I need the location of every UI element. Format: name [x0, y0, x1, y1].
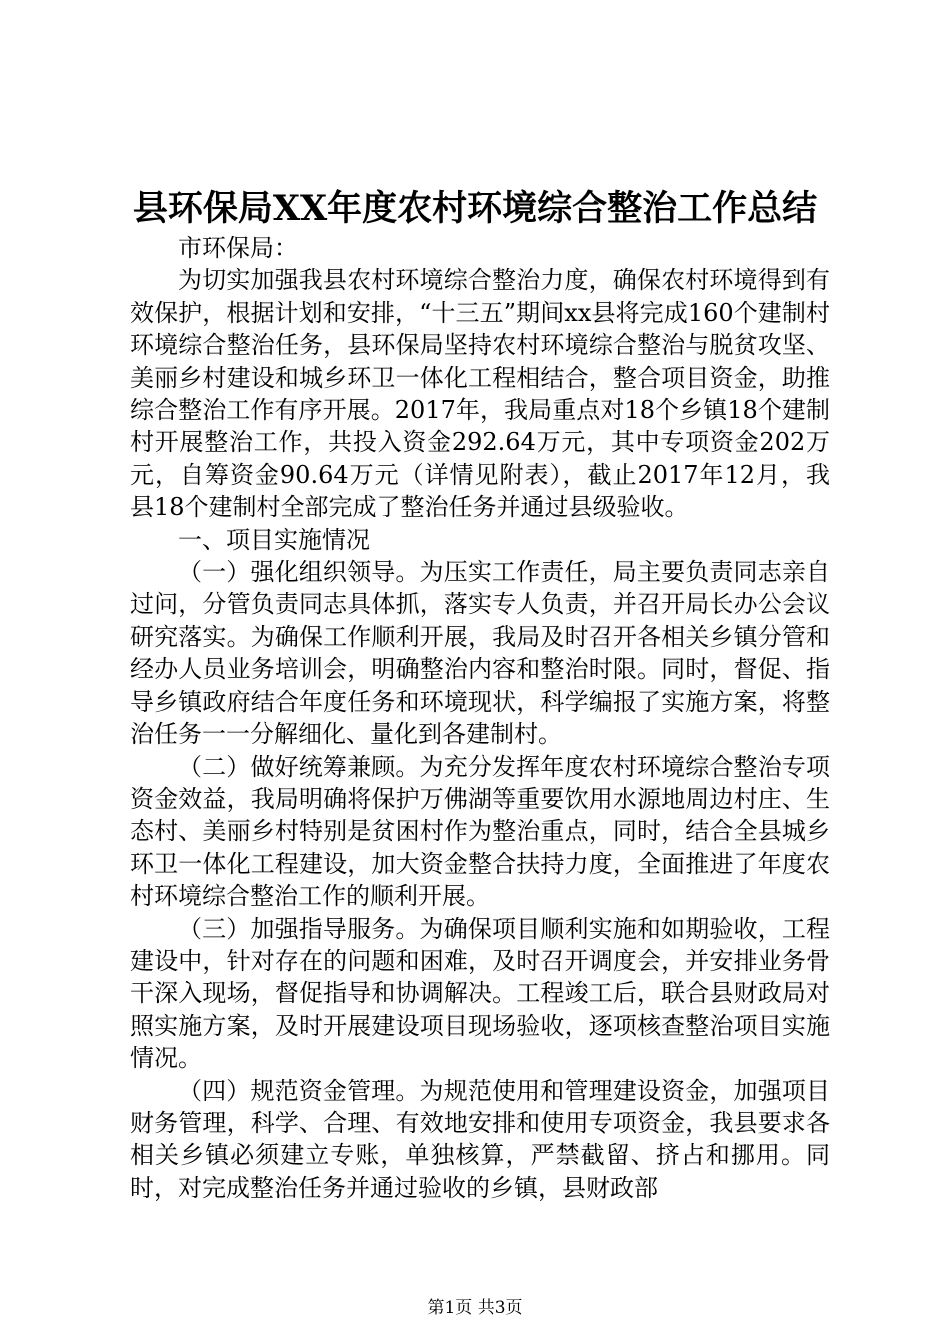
- section-heading: 一、项目实施情况: [178, 525, 370, 554]
- document-body: [130, 232, 830, 1204]
- item-1-paragraph: （一）强化组织领导。为压实工作责任，局主要负责同志亲自过问，分管负责同志具体抓，落实专人负责，并召开局长办公会议研究落实。为确保工作顺利开展，我局及时召开各相关乡镇分管和经办人员业务培训会，明确整治内容和整治时限。同时，督促、指导乡镇政府结合年度任务和环境现状，科学编报了实施方案，将整治任务一一分解细化、量化到各建制村。: [130, 558, 830, 749]
- item-3-paragraph: （三）加强指导服务。为确保项目顺利实施和如期验收，工程建设中，针对存在的问题和困难，及时召开调度会，并安排业务骨干深入现场，督促指导和协调解决。工程竣工后，联合县财政局对照实施方案，及时开展建设项目现场验收，逐项核查整治项目实施情况。: [130, 914, 830, 1073]
- page-footer: [0, 1296, 950, 1320]
- item-2-paragraph: （二）做好统筹兼顾。为充分发挥年度农村环境综合整治专项资金效益，我局明确将保护万佛湖等重要饮用水源地周边村庄、生态村、美丽乡村特别是贫困村作为整治重点，同时，结合全县城乡环卫一体化工程建设，加大资金整合扶持力度，全面推进了年度农村环境综合整治工作的顺利开展。: [130, 752, 830, 911]
- item-4-paragraph: （四）规范资金管理。为规范使用和管理建设资金，加强项目财务管理，科学、合理、有效地安排和使用专项资金，我县要求各相关乡镇必须建立专账，单独核算，严禁截留、挤占和挪用。同时，对完成整治任务并通过验收的乡镇，县财政部: [130, 1076, 830, 1202]
- intro-paragraph: 为切实加强我县农村环境综合整治力度，确保农村环境得到有效保护，根据计划和安排，“十三五”期间xx县将完成160个建制村环境综合整治任务，县环保局坚持农村环境综合整治与脱贫攻坚、美丽乡村建设和城乡环卫一体化工程相结合，整合项目资金，助推综合整治工作有序开展。2017年，我局重点对18个乡镇18个建制村开展整治工作，共投入资金292.64万元，其中专项资金202万元，自筹资金90.64万元（详情见附表），截止2017年12月，我县18个建制村全部完成了整治任务并通过县级验收。: [130, 266, 830, 522]
- salutation: 市环保局：: [178, 234, 298, 262]
- page-number: 第1页: [427, 1298, 473, 1318]
- page-total: 共3页: [477, 1298, 523, 1318]
- document-title: 县环保局XX年度农村环境综合整治工作总结: [132, 188, 818, 229]
